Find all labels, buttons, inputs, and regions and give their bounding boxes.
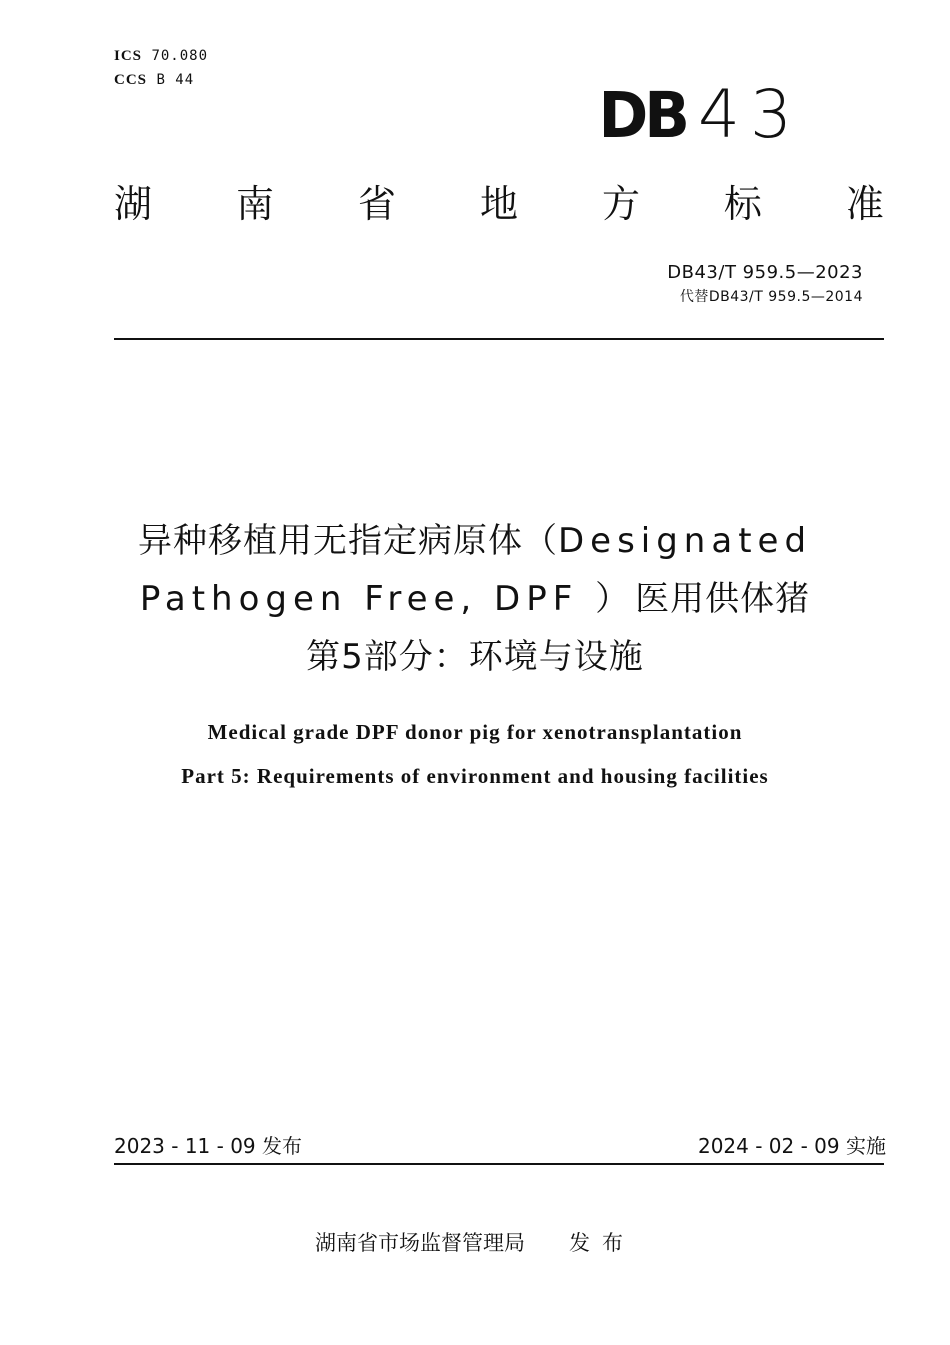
ics-code: ICS 70.080 [114, 48, 209, 64]
issuer-action: 发布 [569, 1231, 635, 1255]
standard-type-heading [114, 180, 884, 228]
issuer-line [0, 1228, 950, 1258]
standard-type-char: 湖 [114, 182, 153, 226]
issue-date: 2023 - 11 - 09 发布 [114, 1134, 303, 1158]
implementation-date: 2024 - 02 - 09 实施 [697, 1134, 886, 1158]
replaces-number: 代替DB43/T 959.5—2014 [679, 289, 863, 305]
english-title-line-1: Medical grade DPF donor pig for xenotransplantation [207, 720, 743, 744]
standard-type-char: 省 [357, 182, 396, 226]
standard-type-char: 方 [601, 182, 640, 226]
standard-number-block [667, 260, 863, 308]
classification-codes [114, 44, 208, 92]
title-line-2: Pathogen Free, DPF ）医用供体猪 [139, 579, 811, 619]
issuer-name: 湖南省市场监督管理局 [315, 1231, 525, 1255]
title-line-1: 异种移植用无指定病原体（Designated [137, 521, 813, 561]
standard-type-char: 南 [235, 182, 274, 226]
logo-prefix: DB [598, 79, 687, 153]
standard-type-char: 准 [845, 182, 884, 226]
date-row [114, 1132, 886, 1160]
logo-number: 43 [698, 76, 802, 153]
top-divider [114, 338, 884, 340]
chinese-title [60, 512, 890, 686]
bottom-divider [114, 1163, 884, 1165]
title-line-3: 第5部分：环境与设施 [306, 637, 644, 677]
ccs-code: CCS B 44 [114, 72, 195, 88]
standard-type-char: 标 [723, 182, 762, 226]
db-logo [598, 76, 802, 153]
standard-type-char: 地 [479, 182, 518, 226]
english-title-line-2: Part 5: Requirements of environment and housing facilities [181, 764, 769, 788]
standard-number: DB43/T 959.5—2023 [667, 262, 863, 283]
